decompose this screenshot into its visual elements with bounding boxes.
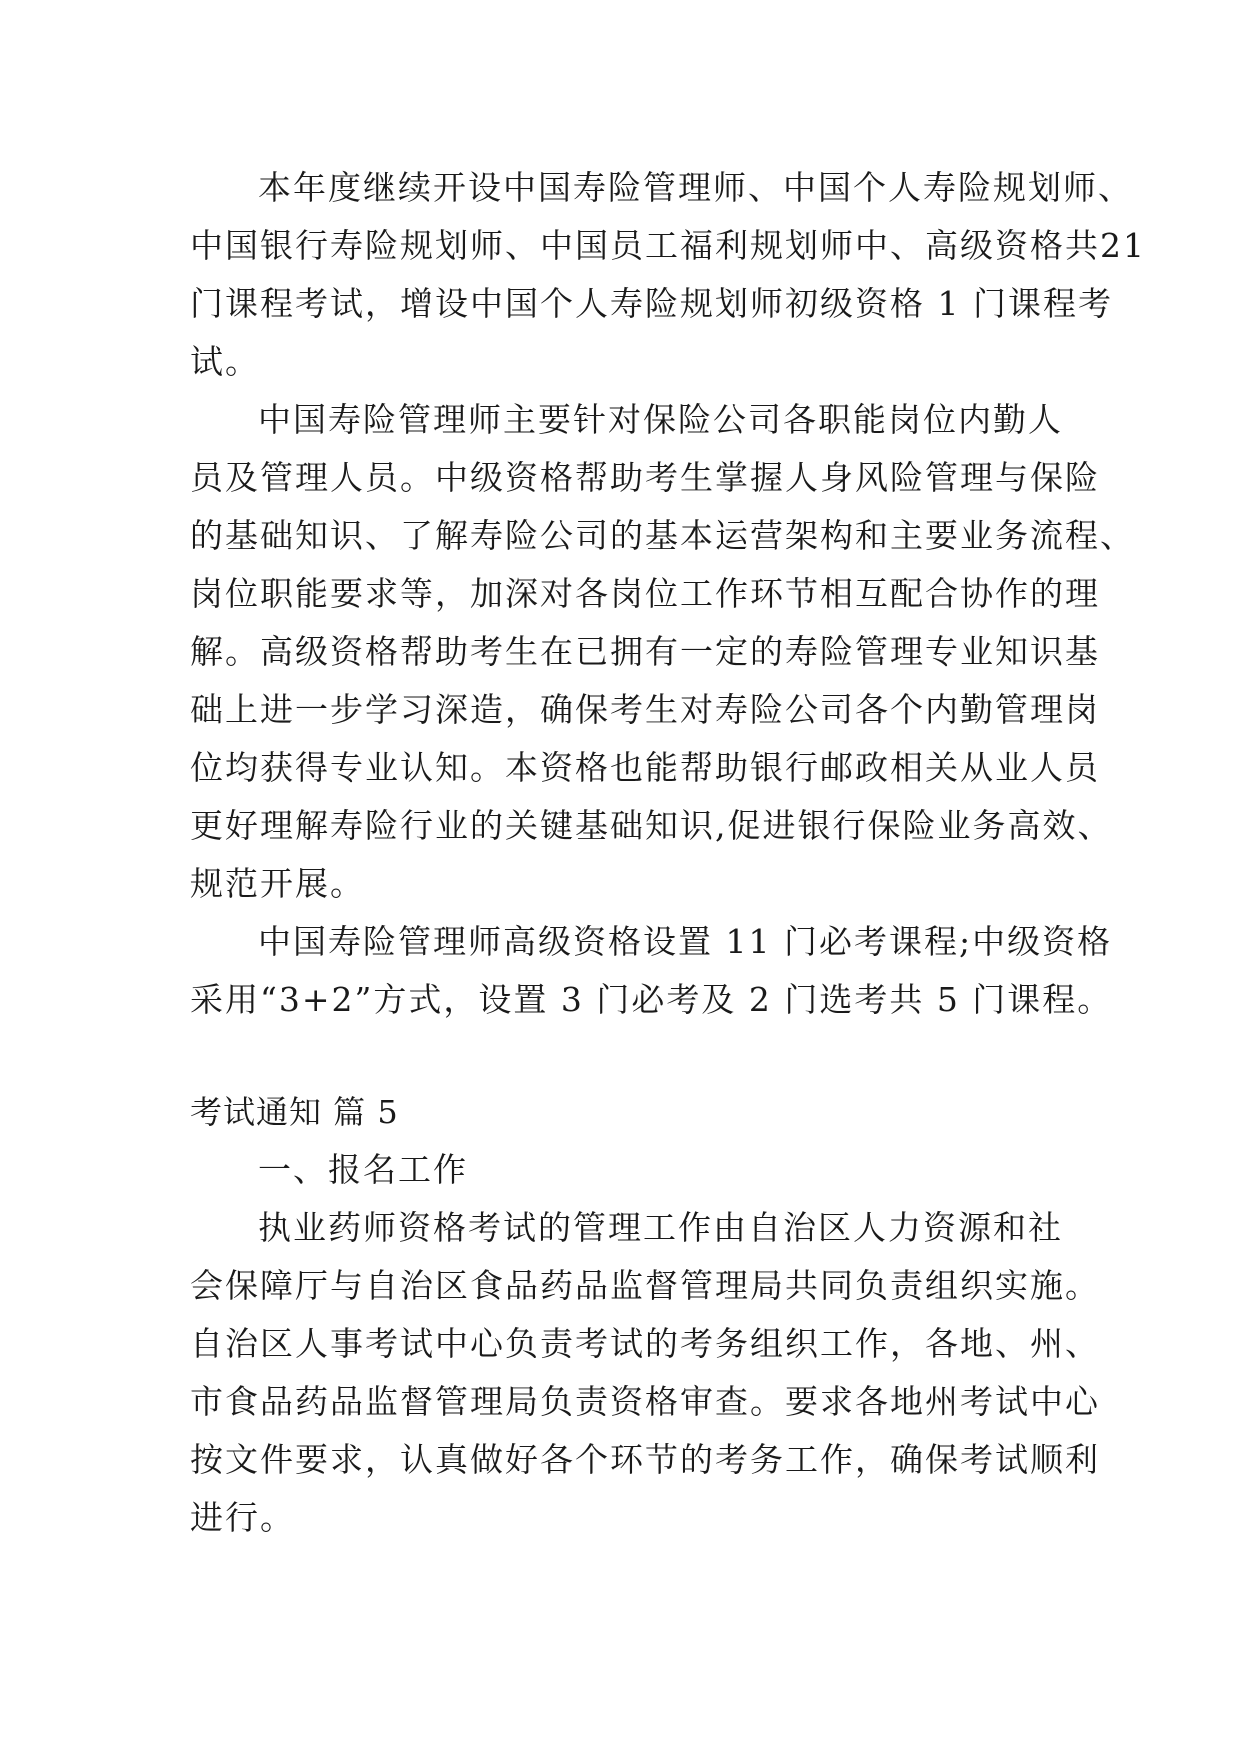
text-line: 本年度继续开设中国寿险管理师、中国个人寿险规划师、: [258, 168, 1133, 207]
text-line: 按文件要求，认真做好各个环节的考务工作，确保考试顺利: [190, 1440, 1100, 1479]
text-line: 的基础知识、了解寿险公司的基本运营架构和主要业务流程、: [190, 516, 1135, 555]
text-line: 位均获得专业认知。本资格也能帮助银行邮政相关从业人员: [190, 748, 1100, 787]
subsection-heading: 一、报名工作: [258, 1150, 468, 1189]
text-line: 自治区人事考试中心负责考试的考务组织工作，各地、州、: [190, 1324, 1100, 1363]
text-line: 解。高级资格帮助考生在已拥有一定的寿险管理专业知识基: [190, 632, 1100, 671]
text-line: 中国寿险管理师主要针对保险公司各职能岗位内勤人: [258, 400, 1063, 439]
text-line: 进行。: [190, 1498, 295, 1537]
text-line: 试。: [190, 342, 260, 381]
text-line: 更好理解寿险行业的关键基础知识,促进银行保险业务高效、: [190, 806, 1113, 845]
section-heading: 考试通知 篇 5: [190, 1093, 399, 1131]
text-line: 采用“3+2”方式，设置 3 门必考及 2 门选考共 5 门课程。: [190, 980, 1113, 1019]
text-line: 础上进一步学习深造，确保考生对寿险公司各个内勤管理岗: [190, 690, 1100, 729]
text-line: 会保障厅与自治区食品药品监督管理局共同负责组织实施。: [190, 1266, 1100, 1305]
text-line: 岗位职能要求等，加深对各岗位工作环节相互配合协作的理: [190, 574, 1100, 613]
text-line: 规范开展。: [190, 864, 365, 903]
text-line: 执业药师资格考试的管理工作由自治区人力资源和社: [258, 1208, 1063, 1247]
text-line: 员及管理人员。中级资格帮助考生掌握人身风险管理与保险: [190, 458, 1100, 497]
text-line: 门课程考试，增设中国个人寿险规划师初级资格 1 门课程考: [190, 284, 1113, 323]
text-line: 中国银行寿险规划师、中国员工福利规划师中、高级资格共21: [190, 226, 1146, 265]
text-line: 市食品药品监督管理局负责资格审查。要求各地州考试中心: [190, 1382, 1100, 1421]
text-line: 中国寿险管理师高级资格设置 11 门必考课程;中级资格: [258, 922, 1113, 961]
